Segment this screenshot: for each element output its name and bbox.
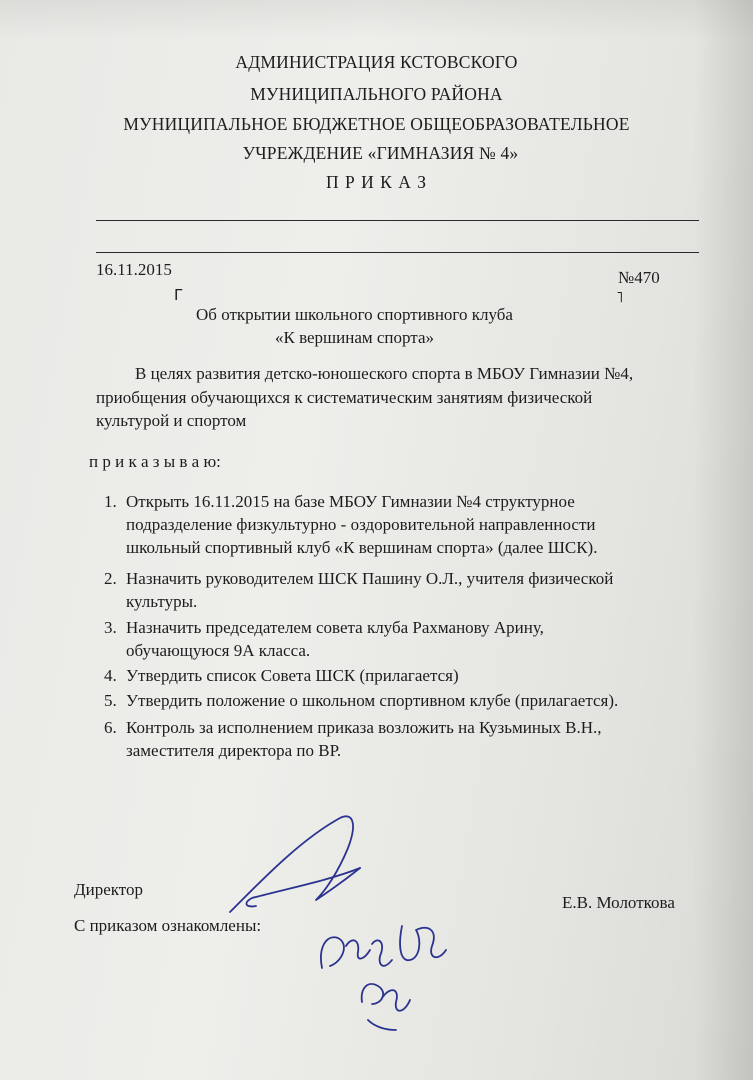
order-word: п р и к а з ы в а ю:: [89, 452, 221, 471]
order-item-text: Назначить председателем совета клуба Рахманову Арину,: [126, 618, 544, 637]
order-item-number: 2.: [104, 569, 117, 588]
director-signature-tail: [246, 868, 360, 906]
order-item-text: культуры.: [126, 592, 198, 611]
order-item-number: 5.: [104, 691, 117, 710]
header-line-4: УЧРЕЖДЕНИЕ «ГИМНАЗИЯ № 4»: [242, 143, 519, 163]
order-item-text: школьный спортивный клуб «К вершинам спорта» (далее ШСК).: [126, 538, 598, 557]
order-item-text: Утвердить положение о школьном спортивном клубе (прилагается).: [126, 691, 619, 710]
order-item-text: заместителя директора по ВР.: [126, 741, 342, 760]
order-item-text: Утвердить список Совета ШСК (прилагается): [126, 666, 459, 685]
header-line-3: МУНИЦИПАЛЬНОЕ БЮДЖЕТНОЕ ОБЩЕОБРАЗОВАТЕЛЬНОЕ: [123, 114, 630, 134]
order-item-text: Назначить руководителем ШСК Пашину О.Л., учителя физической: [126, 569, 614, 588]
subject-line-1: Об открытии школьного спортивного клуба: [196, 305, 513, 324]
header-line-2: МУНИЦИПАЛЬНОГО РАЙОНА: [250, 84, 503, 104]
order-item-number: 6.: [104, 718, 117, 737]
order-item-number: 3.: [104, 618, 117, 637]
acknowledged-label: С приказом ознакомлены:: [74, 916, 262, 935]
preamble-line-2: приобщения обучающихся к систематическим занятиям физической: [96, 388, 593, 407]
order-item-text: Открыть 16.11.2015 на базе МБОУ Гимназии №4 структурное: [126, 492, 575, 511]
subject-corner-right-mark: ˥: [616, 288, 624, 306]
ack-signature-2: [400, 926, 446, 960]
director-signature-stroke: [230, 816, 360, 912]
header-line-1: АДМИНИСТРАЦИЯ КСТОВСКОГО: [235, 52, 518, 72]
order-item-number: 1.: [104, 492, 117, 511]
director-name: Е.В. Молоткова: [562, 893, 675, 912]
preamble-line-1: В целях развития детско-юношеского спорта в МБОУ Гимназии №4,: [135, 364, 634, 383]
order-item-text: обучающуюся 9А класса.: [126, 641, 311, 660]
director-label: Директор: [74, 880, 143, 899]
preamble-line-3: культурой и спортом: [96, 411, 247, 430]
order-item-text: Контроль за исполнением приказа возложить на Кузьминых В.Н.,: [126, 718, 602, 737]
ack-signature-3: [362, 984, 410, 1030]
subject-corner-left-mark: Г: [174, 286, 184, 304]
ack-signature-1: [321, 937, 392, 968]
order-item-text: подразделение физкультурно - оздоровительной направленности: [126, 515, 596, 534]
order-number: №470: [618, 268, 660, 287]
document-type-title: П Р И К А З: [326, 172, 427, 192]
order-item-number: 4.: [104, 666, 117, 685]
order-date: 16.11.2015: [96, 260, 172, 279]
subject-line-2: «К вершинам спорта»: [274, 328, 434, 347]
